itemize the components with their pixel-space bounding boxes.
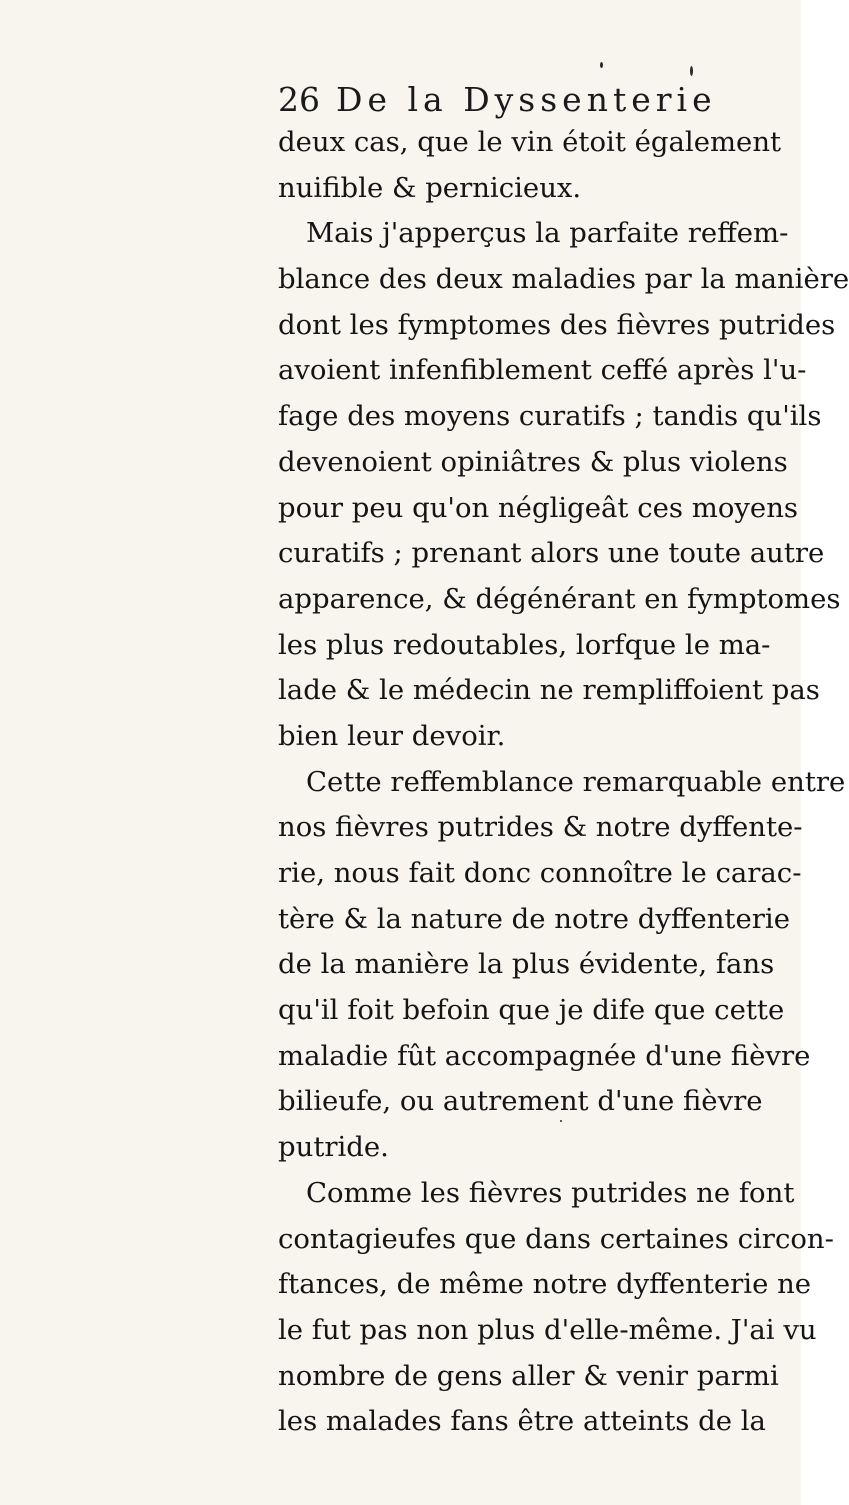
text-line: rie, nous fait donc connoître le carac- bbox=[278, 857, 802, 889]
text-line: putride. bbox=[278, 1131, 389, 1164]
paper-speck bbox=[690, 66, 693, 76]
text-line: Mais j'apperçus la parfaite reffem- bbox=[306, 217, 789, 250]
text-line: Cette reffemblance remarquable entre bbox=[306, 765, 846, 798]
text-line: qu'il foit befoin que je dife que cette bbox=[278, 994, 785, 1027]
text-line: nos fièvres putrides & notre dyffente- bbox=[278, 811, 803, 844]
text-line: curatifs ; prenant alors une toute autre bbox=[278, 537, 825, 570]
body-text bbox=[278, 120, 849, 1445]
text-line: Comme les fièvres putrides ne font bbox=[306, 1176, 795, 1209]
text-line: les plus redoutables, lorfque le ma- bbox=[278, 628, 771, 661]
text-line: lade & le médecin ne rempliffoient pas bbox=[278, 674, 820, 707]
text-line: ftances, de même notre dyffenterie ne bbox=[278, 1268, 812, 1301]
text-line: deux cas, que le vin étoit également bbox=[278, 126, 782, 158]
text-line: les malades fans être atteints de la bbox=[278, 1405, 766, 1438]
page-number: 26 bbox=[278, 80, 320, 119]
text-line: bilieufe, ou autrement d'une fièvre bbox=[278, 1085, 763, 1118]
text-line: apparence, & dégénérant en fymptomes bbox=[278, 582, 841, 615]
text-line: pour peu qu'on négligeât ces moyens bbox=[278, 491, 799, 524]
text-line: bien leur devoir. bbox=[278, 719, 506, 752]
text-line: nuifible & pernicieux. bbox=[278, 171, 582, 204]
paper-speck bbox=[600, 62, 603, 68]
text-line: le fut pas non plus d'elle-même. J'ai vu bbox=[278, 1313, 817, 1346]
text-line: dont les fymptomes des fièvres putrides bbox=[278, 308, 836, 341]
text-line: avoient infenfiblement ceffé après l'u- bbox=[278, 354, 807, 387]
text-line: fage des moyens curatifs ; tandis qu'ils bbox=[278, 400, 822, 433]
text-line: devenoient opiniâtres & plus violens bbox=[278, 445, 788, 478]
text-line: maladie fût accompagnée d'une fièvre bbox=[278, 1039, 811, 1072]
text-line: nombre de gens aller & venir parmi bbox=[278, 1359, 779, 1392]
text-line: contagieufes que dans certaines circon- bbox=[278, 1222, 834, 1255]
running-title: De la Dyssenterie bbox=[336, 80, 717, 119]
text-line: de la manière la plus évidente, fans bbox=[278, 948, 775, 981]
running-header bbox=[278, 80, 717, 119]
text-line: blance des deux maladies par la manière bbox=[278, 263, 849, 296]
paper-speck bbox=[560, 1120, 562, 1122]
text-line: tère & la nature de notre dyffenterie bbox=[278, 902, 790, 935]
